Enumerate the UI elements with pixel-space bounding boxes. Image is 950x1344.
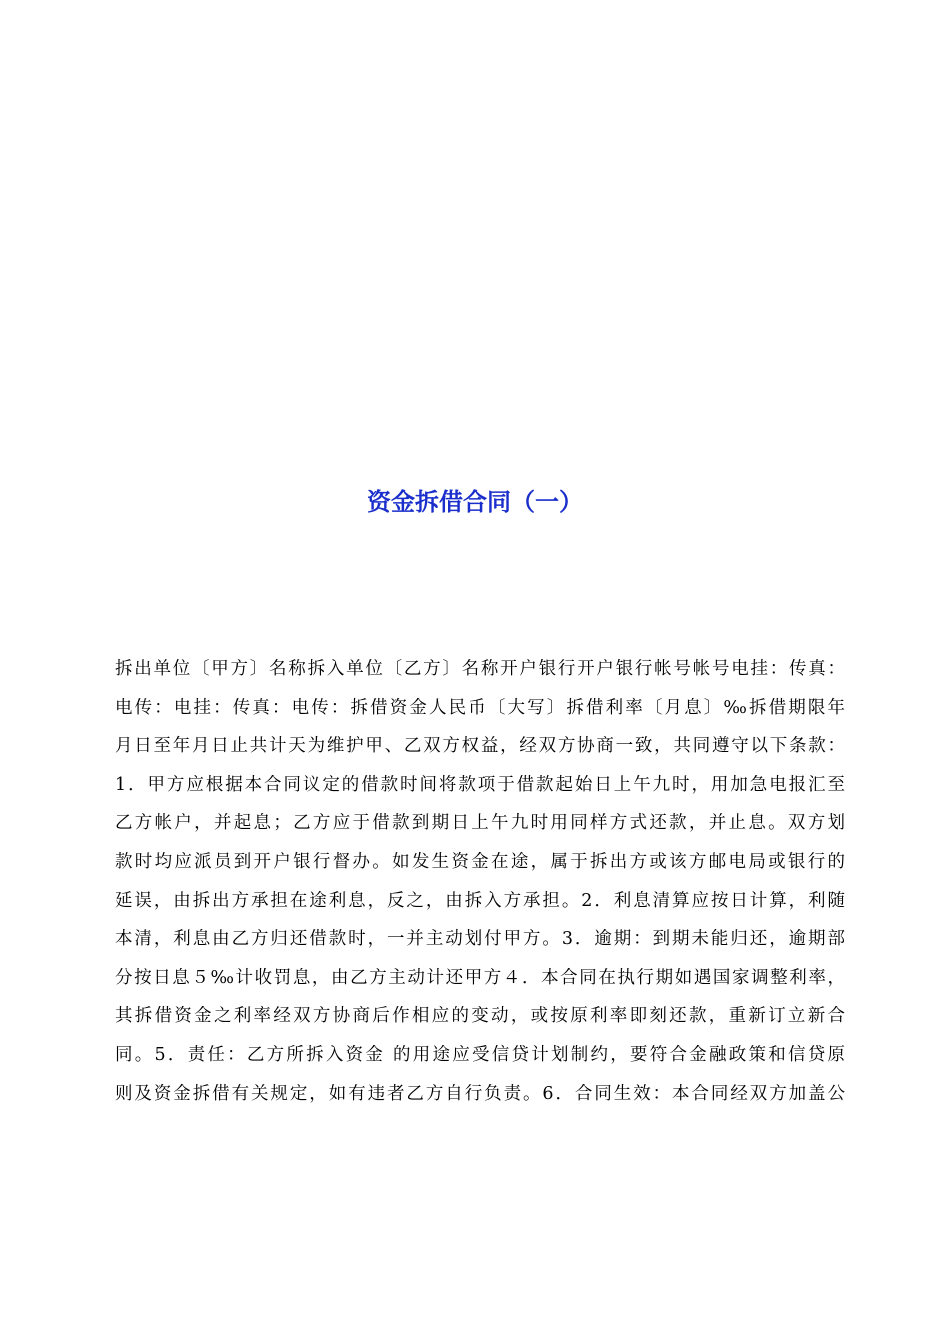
document-title: 资金拆借合同（一）	[367, 487, 583, 516]
body-line: 则及资金拆借有关规定，如有违者乙方自行负责。6．合同生效：本合同经双方加盖公	[115, 1083, 845, 1104]
document-body	[115, 650, 845, 1113]
body-line: 乙方帐户，并起息；乙方应于借款到期日上午九时用同样方式还款，并止息。双方划	[115, 813, 845, 834]
body-line: 拆出单位〔甲方〕名称拆入单位〔乙方〕名称开户银行开户银行帐号帐号电挂：传真：	[115, 659, 845, 679]
body-line: 本清，利息由乙方归还借款时，一并主动划付甲方。3．逾期：到期未能归还，逾期部	[115, 929, 845, 950]
body-line: 1．甲方应根据本合同议定的借款时间将款项于借款起始日上午九时，用加急电报汇至	[115, 774, 845, 795]
body-line: 分按日息５‰计收罚息，由乙方主动计还甲方４．本合同在执行期如遇国家调整利率，	[115, 967, 845, 988]
body-line: 其拆借资金之利率经双方协商后作相应的变动，或按原利率即刻还款，重新订立新合	[115, 1006, 845, 1027]
body-line: 电传：电挂：传真：电传：拆借资金人民币〔大写〕拆借利率〔月息〕‰拆借期限年	[115, 697, 845, 718]
body-line: 月日至年月日止共计天为维护甲、乙双方权益，经双方协商一致，共同遵守以下条款：	[115, 736, 845, 757]
body-line: 同。5．责任：乙方所拆入资金 的用途应受信贷计划制约，要符合金融政策和信贷原	[115, 1044, 845, 1065]
body-line: 延误，由拆出方承担在途利息，反之，由拆入方承担。2．利息清算应按日计算，利随	[115, 890, 845, 911]
body-line: 款时均应派员到开户银行督办。如发生资金在途，属于拆出方或该方邮电局或银行的	[115, 851, 845, 872]
